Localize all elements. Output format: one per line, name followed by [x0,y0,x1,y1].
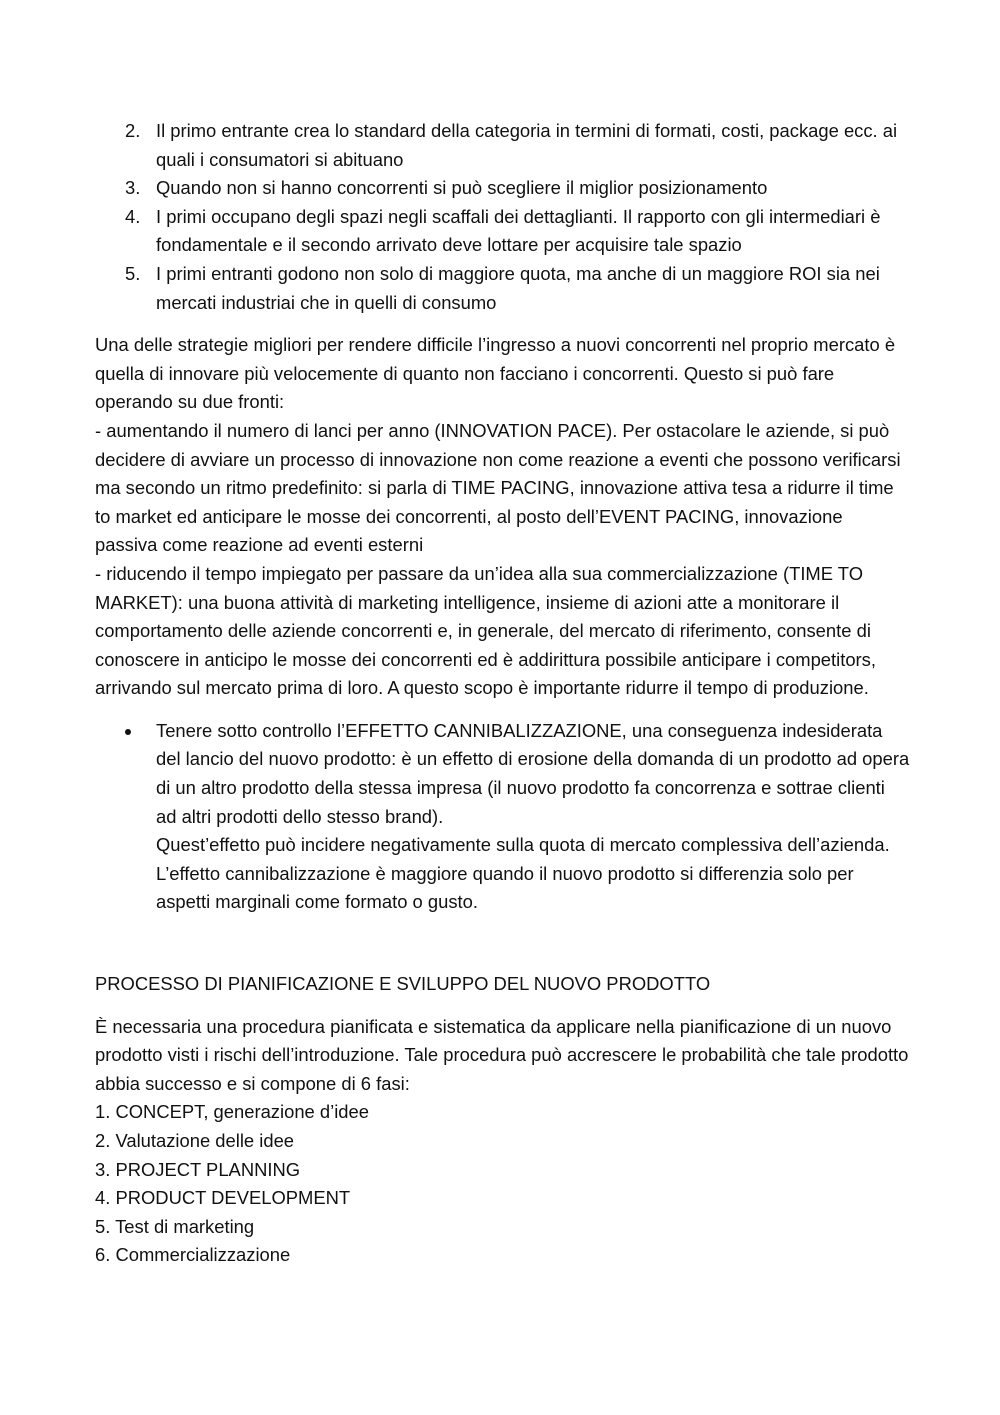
list-item [95,203,910,260]
bullet-item [95,717,910,917]
list-item-number: 2. [125,120,141,141]
numbered-list [95,117,910,317]
list-item-number: 5. [125,262,141,284]
bullet-dot-icon [125,729,131,735]
phase-item: 2. Valutazione delle idee [95,1130,295,1151]
list-item-number: 4. [125,205,141,227]
paragraph-point-time-to-market: - riducendo il tempo impiegato per passare da un’idea alla sua commercializzazione (TIME TO MARKET): una buona attività di marketing intelligence, insieme di azioni atte a monitorare il comportamento delle aziende concorrenti e, in generale, del mercato di riferimento, consente di conoscere in anticipo le mosse dei concorrenti ed è addirittura possibile anticipare i competitors, arrivando sul mercato prima di loro. A questo scopo è importante ridurre il tempo di produzione. [95,562,876,699]
bullet-list [95,717,910,917]
list-item [95,117,910,174]
phases-list [95,1098,910,1270]
bullet-text-effect: Quest’effetto può incidere negativamente sulla quota di mercato complessiva dell’azienda. L’effetto cannibalizzazione è maggiore quando il nuovo prodotto si differenzia solo per aspetti marginali come formato o gusto. [156,834,890,913]
section-intro: È necessaria una procedura pianificata e sistematica da applicare nella pianificazione di un nuovo prodotto visti i rischi dell’introduzione. Tale procedura può accrescere le probabilità che tale prodotto abbia successo e si compone di 6 fasi: [95,1015,909,1094]
list-item [95,260,910,317]
paragraph-intro: Una delle strategie migliori per rendere difficile l’ingresso a nuovi concorrenti nel proprio mercato è quella di innovare più velocemente di quanto non facciano i concorrenti. Questo si può fare operando su due fronti: [95,334,896,413]
list-item-number: 3. [125,177,141,199]
phase-item: 3. PROJECT PLANNING [95,1158,301,1180]
list-item-text: I primi occupano degli spazi negli scaffali dei dettaglianti. Il rapporto con gli intermediari è fondamentale e il secondo arrivato deve lottare per acquisire tale spazio [156,205,881,256]
list-item-text: Il primo entrante crea lo standard della categoria in termini di formati, costi, package ecc. ai quali i consumatori si abituano [156,120,898,170]
phase-item: 4. PRODUCT DEVELOPMENT [95,1187,351,1209]
list-item [95,174,910,203]
document-page [95,117,910,1270]
phase-item: 5. Test di marketing [95,1215,255,1237]
phase-item: 6. Commercializzazione [95,1244,291,1266]
section-heading: PROCESSO DI PIANIFICAZIONE E SVILUPPO DEL NUOVO PRODOTTO [95,973,711,995]
bullet-text-cannibalization: Tenere sotto controllo l’EFFETTO CANNIBALIZZAZIONE, una conseguenza indesiderata del lancio del nuovo prodotto: è un effetto di erosione della domanda di un prodotto ad opera di un altro prodotto della stessa impresa (il nuovo prodotto fa concorrenza e sottrae clienti ad altri prodotti dello stesso brand). [156,719,910,827]
strategy-paragraph [95,331,910,703]
phase-item: 1. CONCEPT, generazione d’idee [95,1101,369,1123]
paragraph-point-innovation-pace: - aumentando il numero di lanci per anno (INNOVATION PACE). Per ostacolare le aziende, si può decidere di avviare un processo di innovazione non come reazione a eventi che possono verificarsi ma secondo un ritmo predefinito: si parla di TIME PACING, innovazione attiva tesa a ridurre il time to market ed anticipare le mosse dei concorrenti, al posto dell’EVENT PACING, innovazione passiva come reazione ad eventi esterni [95,419,901,556]
list-item-text: I primi entranti godono non solo di maggiore quota, ma anche di un maggiore ROI sia nei mercati industriai che in quelli di consumo [156,262,880,313]
list-item-text: Quando non si hanno concorrenti si può scegliere il miglior posizionamento [156,177,768,199]
